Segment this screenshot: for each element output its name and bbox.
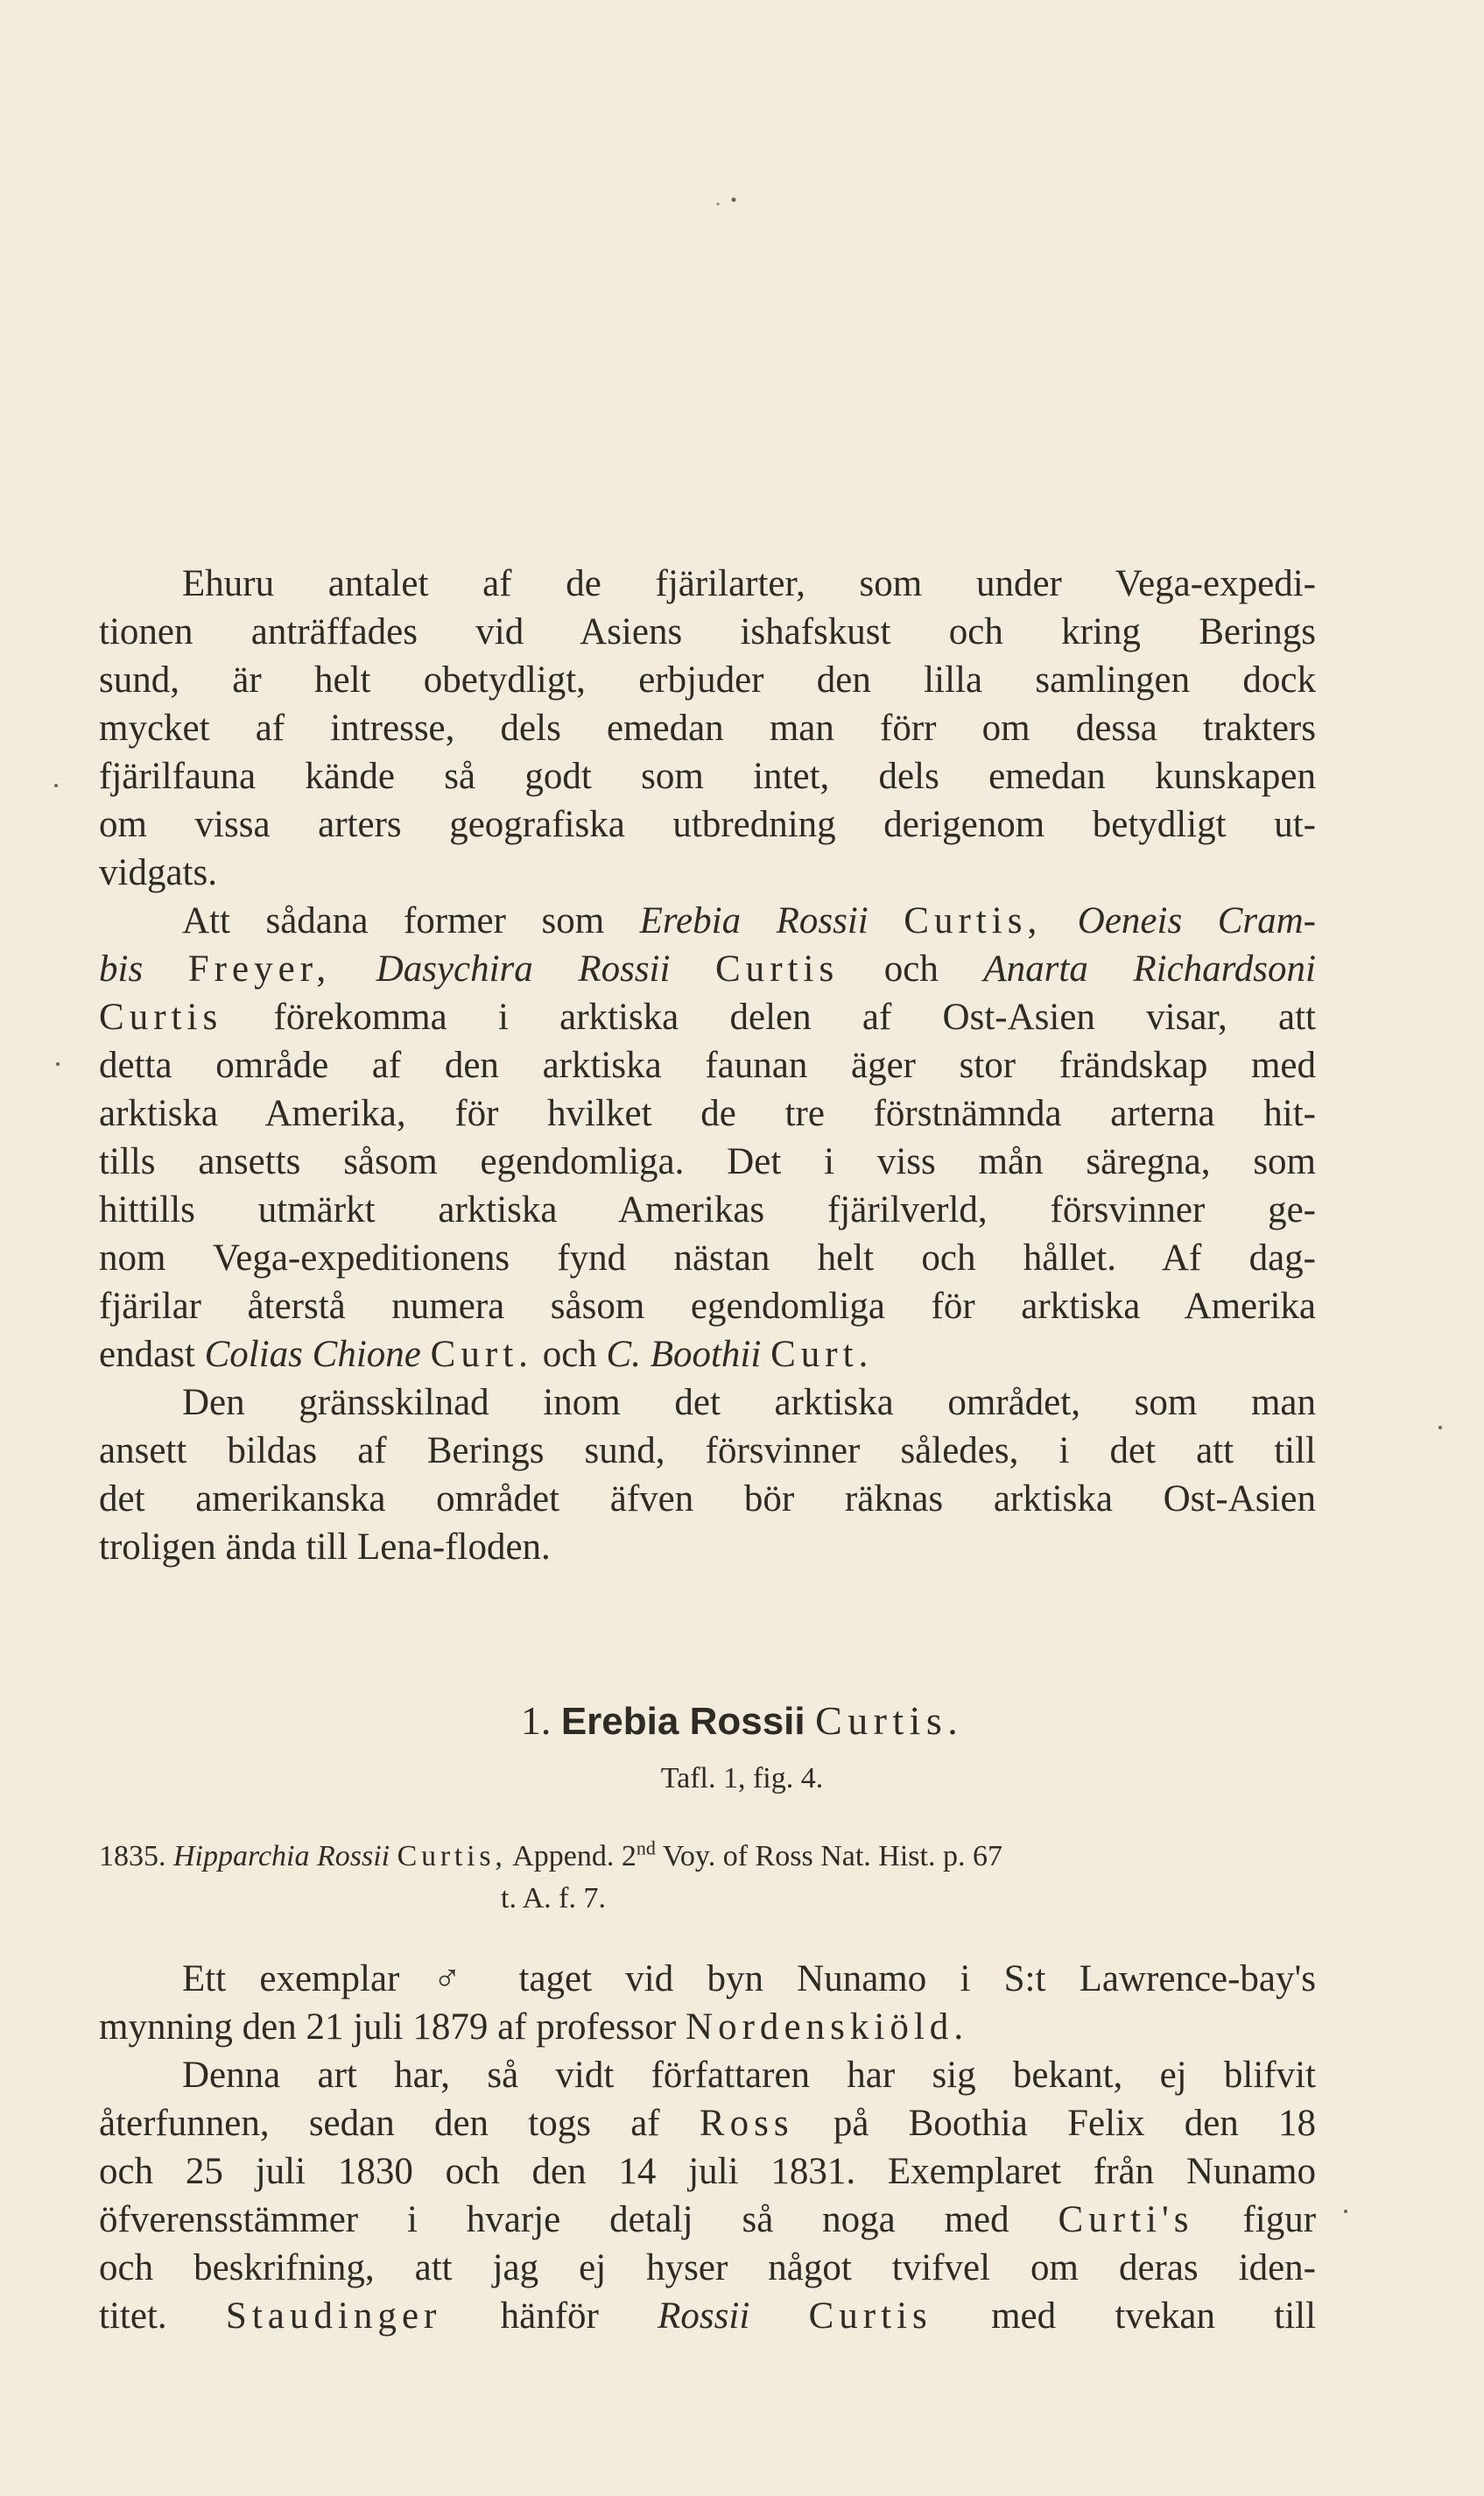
text-line: tionen anträffades vid Asiens ishafskust och kring Berings: [99, 611, 1316, 652]
text-line: sund, är helt obetydligt, erbjuder den lilla samlingen dock: [99, 659, 1316, 701]
text-line: arktiska Amerika, för hvilket de tre förstnämnda arterna hit-: [99, 1093, 1316, 1134]
species-number: 1.: [520, 1698, 552, 1743]
citation-line: 1835. Hipparchia Rossii Curtis, Append. 2nd Voy. of Ross Nat. Hist. p. 67: [99, 1837, 1002, 1872]
text-line: tills ansetts såsom egendomliga. Det i viss mån säregna, som: [99, 1141, 1316, 1182]
taxon-name: Anarta Richardsoni: [983, 948, 1316, 990]
text-line: det amerikanska området äfven bör räknas arktiska Ost-Asien: [99, 1478, 1316, 1519]
text-line: vidgats.: [99, 852, 217, 893]
text-line: detta område af den arktiska faunan äger stor frändskap med: [99, 1045, 1316, 1086]
text-line: Den gränsskilnad inom det arktiska området, som man: [182, 1382, 1316, 1423]
text-line: återfunnen, sedan den togs af Ross på Boothia Felix den 18: [99, 2103, 1317, 2144]
text-line: troligen ända till Lena-floden.: [99, 1527, 551, 1568]
species-heading: [0, 1695, 1484, 1748]
text-line: Denna art har, så vidt författaren har sig bekant, ej blifvit: [182, 2055, 1316, 2096]
text-line: mynning den 21 juli 1879 af professor Nordenskiöld.: [99, 2006, 969, 2048]
taxon-name: Colias Chione: [204, 1334, 421, 1375]
text-line: titet. Staudinger hänför Rossii Curtis med tvekan till: [99, 2295, 1317, 2337]
text-line: Curtis förekomma i arktiska delen af Ost-Asien visar, att: [99, 997, 1316, 1038]
text-line: öfverensstämmer i hvarje detalj så noga med Curti's figur: [99, 2199, 1317, 2240]
text-line: endast Colias Chione Curt. och C. Boothii Curt.: [99, 1334, 874, 1375]
text-line: Att sådana former som Erebia Rossii Curtis, Oeneis Cram-: [182, 900, 1316, 941]
text-line: och beskrifning, att jag ej hyser något tvifvel om deras iden-: [99, 2247, 1316, 2288]
taxon-name: Rossii: [658, 2295, 750, 2337]
male-symbol-icon: ♂: [433, 1958, 486, 1999]
text-line: fjärilar återstå numera såsom egendomliga för arktiska Amerika: [99, 1286, 1316, 1327]
text-line: Ett exemplar ♂ taget vid byn Nunamo i S:t Lawrence-bay's: [182, 1958, 1317, 1999]
text-line: fjärilfauna kände så godt som intet, dels emedan kunskapen: [99, 756, 1316, 797]
citation-line-2: t. A. f. 7.: [501, 1882, 606, 1914]
text-line: ansett bildas af Berings sund, försvinner således, i det att till: [99, 1430, 1316, 1471]
text-line: hittills utmärkt arktiska Amerikas fjärilverld, försvinner ge-: [99, 1189, 1316, 1230]
taxon-name: Oeneis Cram-: [1077, 900, 1316, 941]
species-name: Erebia Rossii: [560, 1700, 805, 1743]
taxon-name: Hipparchia Rossii: [173, 1840, 390, 1872]
text-line: om vissa arters geografiska utbredning derigenom betydligt ut-: [99, 804, 1316, 845]
taxon-name: Erebia Rossii: [639, 900, 869, 941]
text-line: bis Freyer, Dasychira Rossii Curtis och Anarta Richardsoni: [99, 948, 1316, 990]
text-line: mycket af intresse, dels emedan man förr om dessa trakters: [99, 708, 1316, 749]
plate-reference: Tafl. 1, fig. 4.: [660, 1762, 824, 1794]
taxon-name: Dasychira Rossii: [376, 948, 671, 990]
text-line: nom Vega-expeditionens fynd nästan helt och hållet. Af dag-: [99, 1237, 1316, 1279]
text-line: och 25 juli 1830 och den 14 juli 1831. Exemplaret från Nunamo: [99, 2151, 1316, 2192]
text-line: Ehuru antalet af de fjärilarter, som under Vega-expedi-: [182, 563, 1316, 604]
taxon-name: C. Boothii: [606, 1334, 762, 1375]
species-author: Curtis.: [815, 1698, 964, 1743]
